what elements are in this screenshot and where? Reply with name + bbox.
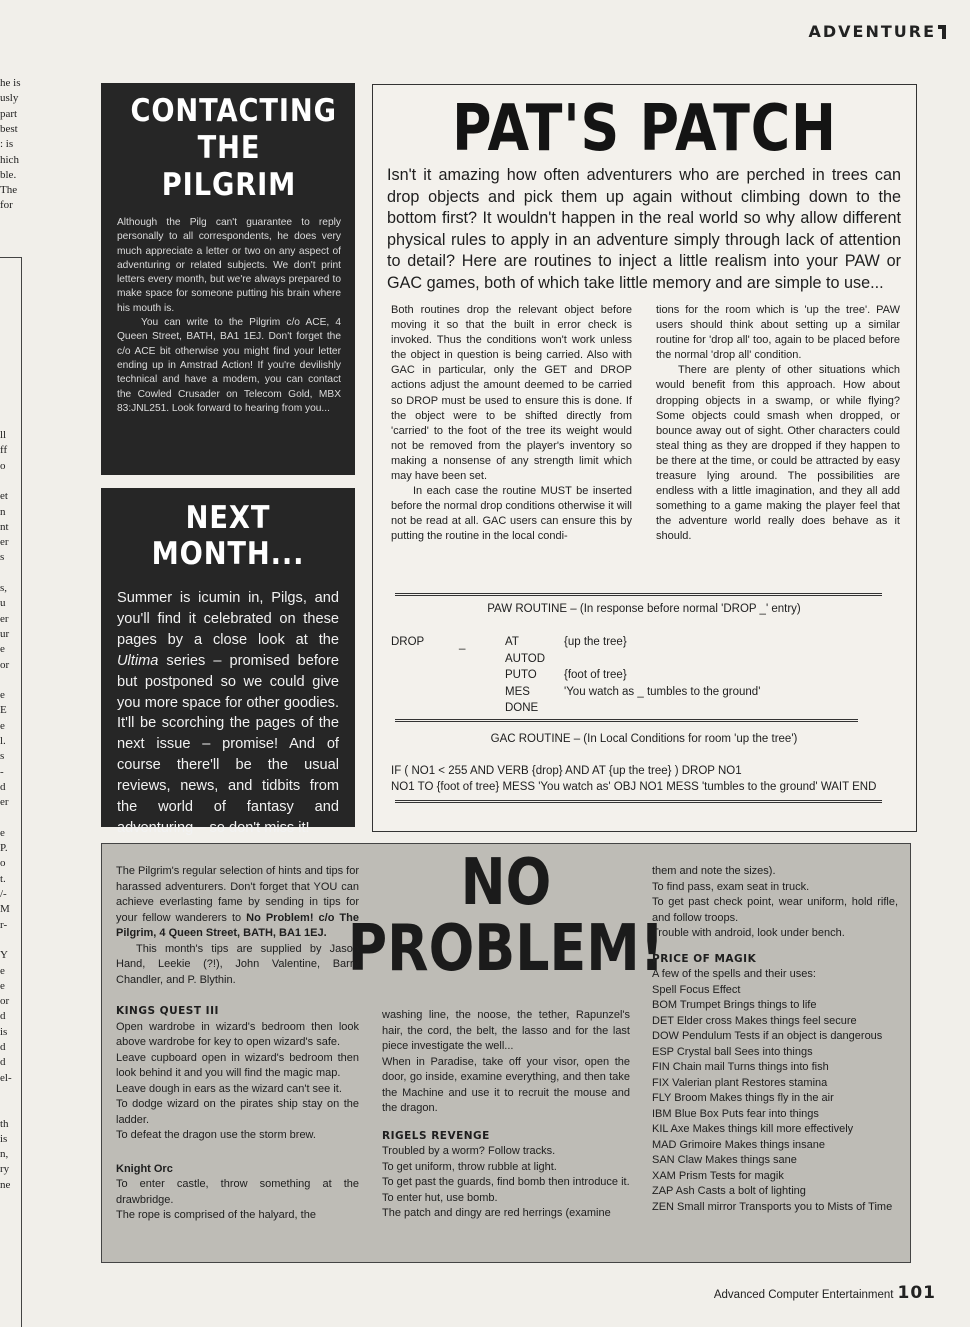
gutter-fragment: Y [0,949,8,962]
gutter-fragment: d [0,780,6,793]
gutter-fragment: t. [0,872,6,885]
tip-line: To find pass, exam seat in truck. [652,880,810,893]
gutter-fragment: th [0,1117,9,1130]
kings-quest-tips [116,1020,359,1144]
paw-command: MES [505,685,530,698]
spell-line: ZAP Ash Casts a bolt of lighting [652,1185,806,1197]
gutter-fragment: he is [0,77,21,89]
spell-line: ZEN Small mirror Transports you to Mists of Time [652,1200,893,1213]
intro: The Pilgrim's regular selection of hints and tips for harassed adventurers. Don't forget that YOU can achieve everlasting fame by sending in tips for your fellow wanderers to No Problem! c/o The Pilgrim, 4 Queen Street, BATH, BA1 1EJ. [116,865,359,939]
gutter-fragment: et [0,490,8,503]
tip-line: Open wardrobe in wizard's bedroom then look above wardrobe for key to open wizard's safe. [116,1020,359,1048]
gutter-fragment: ff [0,444,8,457]
paw-argument: 'You watch as _ tumbles to the ground' [564,685,761,698]
rigels-revenge-tips [382,1144,630,1222]
paragraph: You can write to the Pilgrim c/o ACE, 4 Queen Street, BATH, BA1 1EJ. Don't forget the c/o ACE bit otherwise you might find your letter ending up in Amstrad Action! If you're devilishly technical and have a modem, you can contact the Cowled Crusader on Telecom Gold, MBX 83:JNL251. Look forward to hearing from you... [117,317,341,414]
gac-line: NO1 TO {foot of tree} MESS 'You watch as' OBJ NO1 MESS 'tumbles to the ground' WAIT END [391,781,877,793]
gutter-fragment: The [0,184,18,197]
paragraph: There are plenty of other situations which would benefit from this approach. How about dropping objects in a swamp, or while flying? Some objects could smash when dropped, or bounce away out of sight. Other characters could steal thing as they are dropped if they happen to be there at the time, or could be attracted by easy treasure lying around. The possibilities are endless with a little imagination, and they all add something to a game making the player feel that the adventure world really does behave as it should. [656,364,900,543]
spell-line: IBM Blue Box Puts fear into things [652,1107,819,1120]
previous-page-edge [0,0,22,1327]
gutter-fragment: ur [0,627,10,640]
gutter-fragment: - [0,765,4,778]
title-line: CONTACTING [130,93,337,129]
tip-line: The patch and dingy are red herrings (examine [382,1207,611,1219]
address: No Problem! c/o The Pilgrim, 4 Queen Street, BATH, BA1 1EJ. [116,911,359,939]
paw-argument: {up the tree} [564,636,627,648]
rigels-revenge-heading: RIGELS REVENGE [382,1129,490,1142]
paw-routine-heading: PAW ROUTINE – (In response before normal 'DROP _' entry) [487,603,801,615]
tip-line: Trouble with android, look under bench. [652,927,845,939]
gutter-fragment: for [0,199,13,212]
gutter-fragment: el- [0,1071,12,1084]
spell-line: MAD Grimoire Makes things insane [652,1138,826,1151]
gutter-fragment: /- [0,888,7,900]
page-number: 101 [897,1283,936,1303]
paragraph: Although the Pilg can't guarantee to reply personally to all correspondents, he does very much appreciate a letter or two on any aspect of adventuring or related subjects. We don't print letters every month, but we're always prepared to make space for someone putting his brain where his mouth is. [117,217,341,314]
tip-line: Leave cupboard open in wizard's bedroom then look behind it and you will find the magic map. [116,1051,359,1079]
continued-tips [652,864,898,942]
title-line: THE [197,130,261,166]
spell-line: ESP Crystal ball Sees into things [652,1045,813,1058]
paragraph: Both routines drop the relevant object before moving it so that the built in error check is invoked. Thus the conditions won't work unless the object in question is being carried. Also with GAC in particular, only the GET and DROP actions adjust the amount deemed to be carried so DROP must be used to ensure this is done. If the object were to be shifted directly from 'carried' to the foot of the tree its weight would not be removed from the player's inventory so making a nonsense of any strength limit which may have been set. [391,304,632,483]
spell-line: SAN Claw Makes things sane [652,1154,797,1166]
paw-noun: _ [459,638,466,650]
contacting-pilgrim-body [117,216,341,416]
price-of-magik-spells [652,983,898,1216]
paw-command: AUTOD [505,652,546,665]
gutter-fragment: er [0,612,9,625]
gutter-fragment: part [0,107,18,120]
section-label: ADVENTURE [808,22,936,41]
gutter-fragment: d [0,1010,6,1023]
contacting-pilgrim-title [130,93,337,204]
knight-orc-heading: Knight Orc [116,1162,173,1175]
knight-orc-tips [116,1177,359,1224]
gutter-rule-vertical [21,257,22,1327]
gutter-fragment: is [0,1025,8,1038]
tip-line: To enter hut, use bomb. [382,1191,498,1204]
gutter-fragment: ne [0,1178,11,1191]
gutter-fragment: E [0,704,7,717]
price-of-magik-intro: A few of the spells and their uses: [652,968,816,980]
tip-line: To get past check point, wear uniform, hold rifle, and follow troops. [652,896,898,924]
gac-routine-heading: GAC ROUTINE – (In Local Conditions for room 'up the tree') [490,733,798,745]
gutter-fragment: e [0,643,5,656]
paw-routine-line [505,700,895,717]
pats-patch-column-1 [391,303,632,545]
divider [395,719,858,722]
gutter-fragment: s [0,551,5,564]
spell-line: KIL Axe Makes things kill more effectively [652,1123,854,1135]
gutter-fragment: n, [0,1148,9,1161]
section-header [808,22,946,41]
gutter-fragment: e [0,979,5,992]
tip-line: To dodge wizard on the pirates ship stay on the ladder. [116,1098,359,1126]
paw-routine-line [505,634,895,651]
no-problem-column-1 [116,864,359,1224]
spell-line: FIX Valerian plant Restores stamina [652,1076,828,1089]
gutter-fragment: o [0,857,6,870]
divider [395,593,882,596]
pats-patch-box [372,84,917,832]
spell-line: DOW Pendulum Tests if an object is dangerous [652,1030,883,1042]
continued-tips [382,1008,630,1117]
spell-line: Spell Focus Effect [652,983,741,996]
next-month-title: NEXT MONTH... [151,500,305,572]
pats-patch-intro: Isn't it amazing how often adventurers who are perched in trees can drop objects and pick them up again without climbing down to the bottom first? It wouldn't happen in the real world so why allow different physical rules to apply in an adventure simply through lack of attention to detail? Here are routines to inject a little realism into your PAW or GAC games, both of which take little memory and are simple to use... [387,166,901,292]
gutter-fragment: er [0,536,9,549]
gutter-fragment: d [0,1056,6,1069]
paw-command: DONE [505,702,539,714]
next-month-body: Summer is icumin in, Pilgs, and you'll find it celebrated on these pages by a close look at the Ultima series – promised before but postponed so we could give you more space for other goodies. It'll be scorching the pages of the next issue – promise! And of course there'll be the usual reviews, news, and tidbits from the world of fantasy and adventuring – so don't miss it! [117,590,339,836]
divider [395,800,882,803]
spell-line: XAM Prism Tests for magik [652,1169,784,1182]
kings-quest-heading: KINGS QUEST III [116,1005,219,1017]
gutter-fragment: or [0,658,10,671]
no-problem-title-line: PROBLEM! [347,912,665,986]
spell-line: FIN Chain mail Turns things into fish [652,1061,829,1073]
no-problem-column-3 [652,864,898,1215]
gutter-fragment: ll [0,429,7,441]
gutter-fragment: u [0,597,6,610]
next-month-box [101,488,355,836]
tip-line: washing line, the noose, the tether, Rapunzel's hair, the cord, the belt, the lasso and for the last piece investigate the well... [382,1009,630,1052]
paragraph: tions for the room which is 'up the tree'. PAW users should think about setting up a similar routine for 'drop all' too, again to be placed before the normal 'drop all' condition. [656,304,900,362]
gutter-fragment: P. [0,842,8,855]
gutter-fragment: l. [0,735,6,747]
paragraph: In each case the routine MUST be inserted before the normal drop conditions otherwise it will not be read at all. GAC users can ensure this by putting the routine in the local condi- [391,485,632,543]
pats-patch-column-2 [656,303,900,545]
paw-routine-line [505,667,895,684]
magazine-name: Advanced Computer Entertainment [713,1289,894,1301]
ultima-title: Ultima [117,652,159,669]
paw-argument: {foot of tree} [564,669,627,681]
paw-routine-line [505,684,895,701]
gutter-fragment: r- [0,918,8,931]
tip-line: To enter castle, throw something at the drawbridge. [116,1178,359,1206]
pats-patch-title: PAT'S PATCH [452,92,837,166]
gutter-fragment: hich [0,153,19,166]
tip-line: Leave dough in ears as the wizard can't see it. [116,1082,342,1095]
no-problem-title-line: NO [460,846,552,920]
contacting-pilgrim-box [101,83,355,475]
price-of-magik-heading: PRICE OF MAGIK [652,952,757,965]
tip-line: them and note the sizes). [652,865,776,877]
gutter-fragment: s [0,750,5,763]
gutter-fragment: or [0,995,10,1008]
gutter-fragment: M [0,903,10,916]
corner-mark [938,25,946,39]
no-problem-box [101,843,911,1263]
gutter-fragment: e [0,826,5,839]
gutter-fragment: s, [0,582,8,594]
paw-routine-line [505,651,895,668]
gutter-fragment: ble. [0,168,17,181]
gutter-fragment: er [0,796,9,809]
tip-line: Troubled by a worm? Follow tracks. [382,1145,556,1157]
gutter-fragment: d [0,1041,6,1053]
gutter-fragment: usly [0,92,19,105]
title-line: PILGRIM [161,167,297,203]
tip-line: To get uniform, throw rubble at light. [382,1160,557,1173]
gutter-fragment: is [0,1132,8,1145]
tip-line: To defeat the dragon use the storm brew. [116,1129,316,1141]
gutter-fragment: o [0,459,6,472]
gutter-rule-top [0,257,22,258]
paw-routine-lines [505,634,895,717]
gutter-fragment: nt [0,520,9,533]
gutter-fragment: ry [0,1163,10,1176]
spell-line: DET Elder cross Makes things feel secure [652,1014,857,1027]
gutter-fragment: n [0,505,6,518]
gutter-fragment: e [0,719,5,732]
page-footer [714,1283,936,1303]
spell-line: FLY Broom Makes things fly in the air [652,1092,834,1104]
paw-word: DROP [391,636,425,648]
gutter-fragment: : is [0,138,14,151]
no-problem-column-2 [382,1008,630,1222]
tip-line: When in Paradise, take off your visor, open the door, go inside, examine everything, and then take the Machine and use it to recruit the mouse and the dragon. [382,1055,630,1114]
credits: This month's tips are supplied by Jason Hand, Leekie (?!), John Valentine, Barry Chandler, and P. Blythin. [116,942,359,986]
gutter-fragment: e [0,964,5,977]
gac-line: IF ( NO1 < 255 AND VERB {drop} AND AT {up the tree} ) DROP NO1 [391,765,742,777]
tip-line: To get past the guards, find bomb then introduce it. [382,1176,630,1188]
paw-command: AT [505,636,519,648]
spell-line: BOM Trumpet Brings things to life [652,999,817,1011]
tip-line: The rope is comprised of the halyard, the [116,1209,316,1221]
paw-command: PUTO [505,669,537,681]
gutter-fragment: best [0,122,18,135]
gutter-fragment: e [0,689,5,702]
